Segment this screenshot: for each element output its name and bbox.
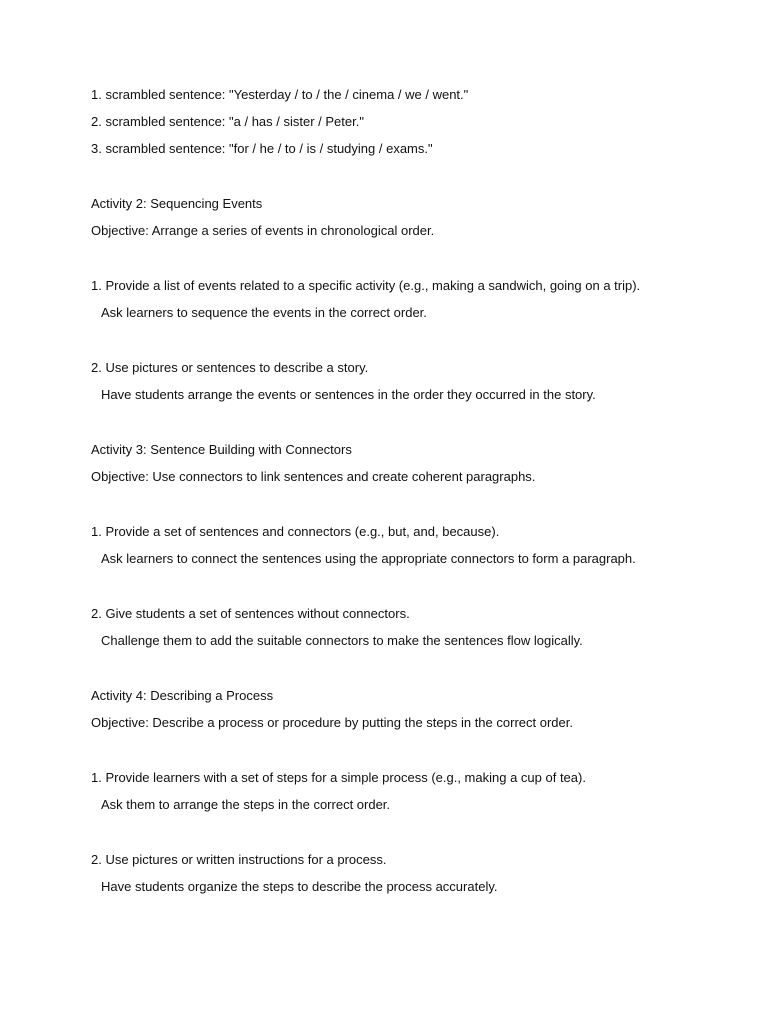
activity-4-heading: Activity 4: Describing a Process: [91, 688, 274, 703]
activity-3-step-1-detail: Ask learners to connect the sentences using the appropriate connectors to form a paragraph.: [101, 551, 636, 566]
activity-2-step-1-detail: Ask learners to sequence the events in the correct order.: [101, 305, 427, 320]
activity-4-step-1: 1. Provide learners with a set of steps for a simple process (e.g., making a cup of tea).: [91, 770, 586, 785]
activity-3-heading: Activity 3: Sentence Building with Connectors: [91, 442, 352, 457]
activity-2-heading: Activity 2: Sequencing Events: [91, 196, 263, 211]
activity-4-step-2: 2. Use pictures or written instructions for a process.: [91, 852, 387, 867]
scrambled-sentence-1: 1. scrambled sentence: "Yesterday / to / the / cinema / we / went.": [91, 87, 469, 102]
scrambled-sentence-3: 3. scrambled sentence: "for / he / to / is / studying / exams.": [91, 141, 433, 156]
activity-2-step-2: 2. Use pictures or sentences to describe a story.: [91, 360, 369, 375]
activity-2-step-2-detail: Have students arrange the events or sentences in the order they occurred in the story.: [101, 387, 596, 402]
activity-3-step-1: 1. Provide a set of sentences and connectors (e.g., but, and, because).: [91, 524, 500, 539]
activity-3-objective: Objective: Use connectors to link sentences and create coherent paragraphs.: [91, 469, 536, 484]
activity-3-step-2-detail: Challenge them to add the suitable connectors to make the sentences flow logically.: [101, 633, 583, 648]
activity-2-step-1: 1. Provide a list of events related to a specific activity (e.g., making a sandwich, going on a trip).: [91, 278, 641, 293]
scrambled-sentence-2: 2. scrambled sentence: "a / has / sister / Peter.": [91, 114, 364, 129]
activity-4-step-2-detail: Have students organize the steps to describe the process accurately.: [101, 879, 498, 894]
activity-4-objective: Objective: Describe a process or procedure by putting the steps in the correct order.: [91, 715, 573, 730]
activity-2-objective: Objective: Arrange a series of events in chronological order.: [91, 223, 435, 238]
activity-3-step-2: 2. Give students a set of sentences without connectors.: [91, 606, 410, 621]
activity-4-step-1-detail: Ask them to arrange the steps in the correct order.: [101, 797, 391, 812]
